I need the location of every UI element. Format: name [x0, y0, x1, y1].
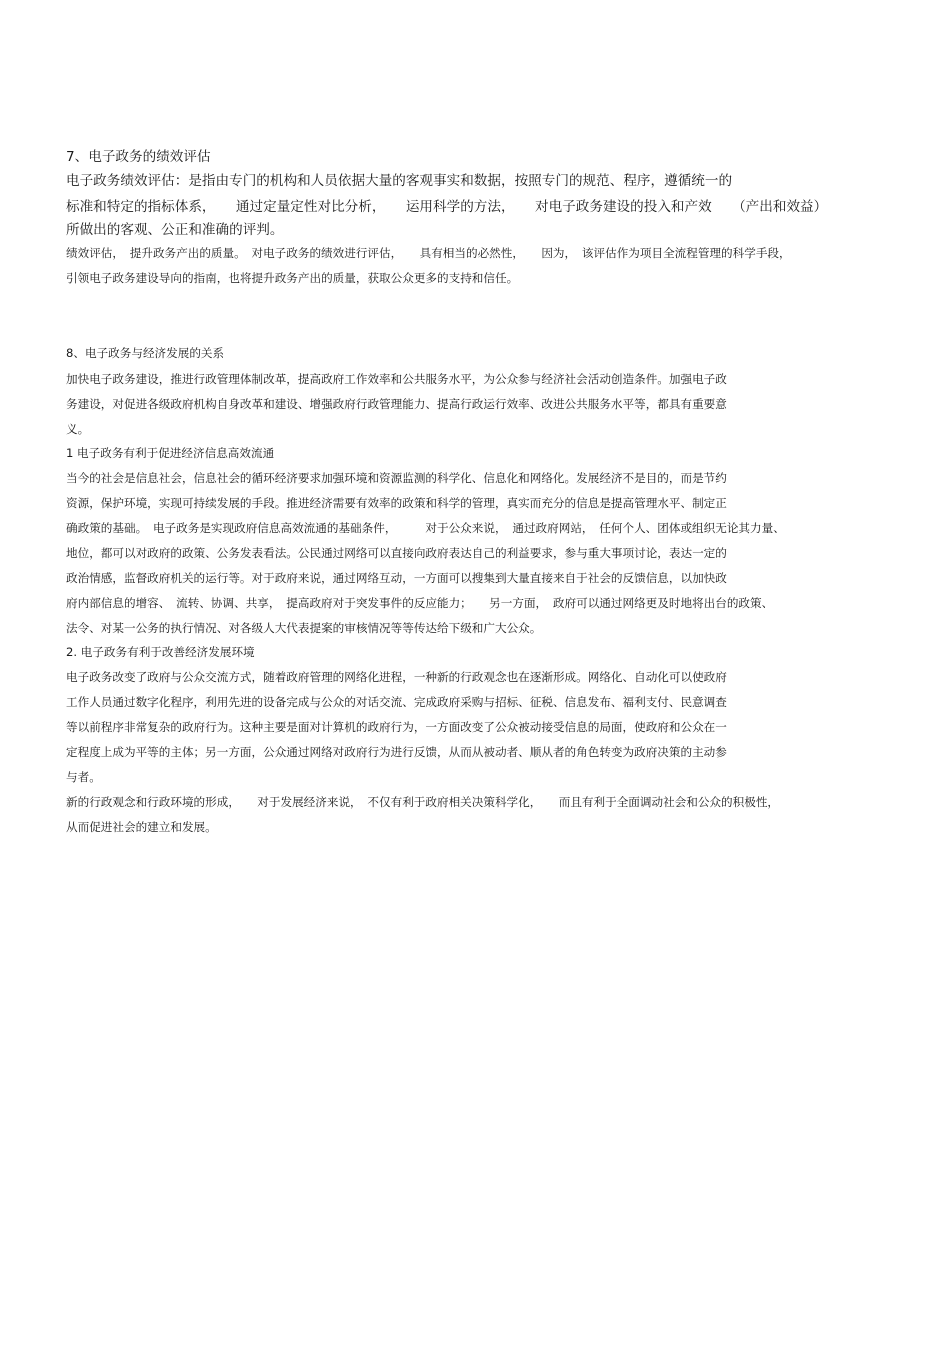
paragraph-line: 等以前程序非常复杂的政府行为。这种主要是面对计算机的政府行为，一方面改变了公众被动接受信息的局面，使政府和公众在一 [66, 720, 727, 734]
paragraph-line: 确政策的基础。 电子政务是实现政府信息高效流通的基础条件， 对于公众来说， 通过政府网站， 任何个人、团体或组织无论其力量、 [66, 521, 785, 535]
paragraph-line: 加快电子政务建设，推进行政管理体制改革，提高政府工作效率和公共服务水平，为公众参与经济社会活动创造条件。加强电子政 [66, 372, 727, 386]
paragraph-line: 从而促进社会的建立和发展。 [66, 820, 217, 834]
paragraph-line: 府内部信息的增容、 流转、协调、共享， 提高政府对于突发事件的反应能力； 另一方面， 政府可以通过网络更及时地将出台的政策、 [66, 596, 774, 610]
paragraph-line: 与者。 [66, 770, 101, 784]
paragraph-line: 新的行政观念和行政环境的形成， 对于发展经济来说， 不仅有利于政府相关决策科学化， 而且有利于全面调动社会和公众的积极性， [66, 795, 780, 809]
paragraph-line: 定程度上成为平等的主体；另一方面，公众通过网络对政府行为进行反馈，从而从被动者、顺从者的角色转变为政府决策的主动参 [66, 745, 727, 759]
paragraph-line: 政治情感，监督政府机关的运行等。对于政府来说，通过网络互动，一方面可以搜集到大量直接来自于社会的反馈信息，以加快政 [66, 571, 727, 585]
paragraph-line: 法令、对某一公务的执行情况、对各级人大代表提案的审核情况等等传达给下级和广大公众。 [66, 621, 542, 635]
paragraph-line: 资源，保护环境，实现可持续发展的手段。推进经济需要有效率的政策和科学的管理，真实而充分的信息是提高管理水平、制定正 [66, 496, 727, 510]
paragraph-line: 引领电子政务建设导向的指南，也将提升政务产出的质量，获取公众更多的支持和信任。 [66, 271, 519, 285]
paragraph-line: 电子政务绩效评估：是指由专门的机构和人员依据大量的客观事实和数据，按照专门的规范、程序，遵循统一的 [66, 173, 733, 189]
subsection-1-title: 1 电子政务有利于促进经济信息高效流通 [66, 446, 275, 460]
paragraph-line: 绩效评估， 提升政务产出的质量。 对电子政务的绩效进行评估， 具有相当的必然性， 因为， 该评估作为项目全流程管理的科学手段， [66, 246, 791, 260]
subsection-2-title: 2. 电子政务有利于改善经济发展环境 [66, 645, 255, 659]
paragraph-line: 所做出的客观、公正和准确的评判。 [66, 222, 284, 238]
paragraph-line: 标准和特定的指标体系， 通过定量定性对比分析， 运用科学的方法， 对电子政务建设的投入和产效 （产出和效益） [66, 199, 828, 215]
paragraph-line: 电子政务改变了政府与公众交流方式，随着政府管理的网络化进程，一种新的行政观念也在逐渐形成。网络化、自动化可以使政府 [66, 670, 727, 684]
paragraph-line: 工作人员通过数字化程序，利用先进的设备完成与公众的对话交流、完成政府采购与招标、征税、信息发布、福利支付、民意调查 [66, 695, 727, 709]
paragraph-line: 务建设，对促进各级政府机构自身改革和建设、增强政府行政管理能力、提高行政运行效率、改进公共服务水平等，都具有重要意 [66, 397, 727, 411]
section-8-heading: 8、电子政务与经济发展的关系 [66, 346, 225, 360]
paragraph-line: 义。 [66, 422, 90, 436]
paragraph-line: 地位，都可以对政府的政策、公务发表看法。公民通过网络可以直接向政府表达自己的利益要求，参与重大事项讨论，表达一定的 [66, 546, 727, 560]
paragraph-line: 当今的社会是信息社会，信息社会的循环经济要求加强环境和资源监测的科学化、信息化和网络化。发展经济不是目的，而是节约 [66, 471, 727, 485]
section-7-heading: 7、电子政务的绩效评估 [66, 149, 211, 165]
